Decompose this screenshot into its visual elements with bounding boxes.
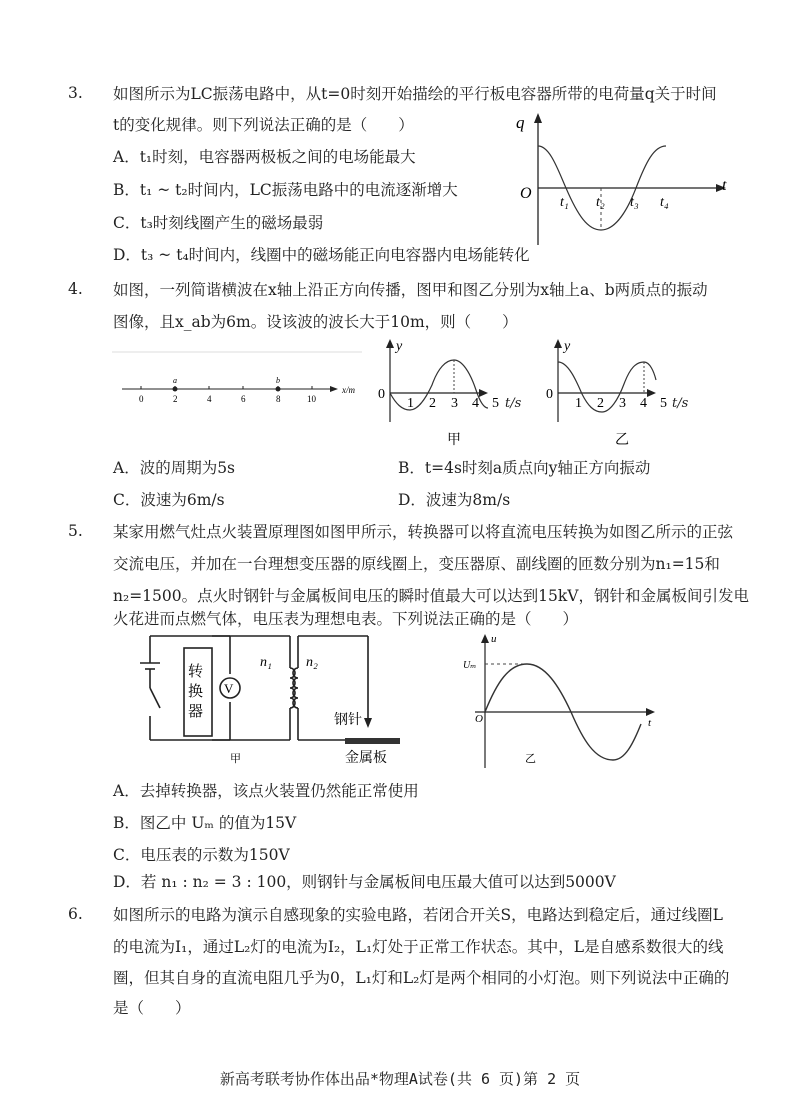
q6-stem-line4: 是（ ） — [113, 999, 191, 1017]
q5-graph-caption: 乙 — [525, 753, 536, 765]
q4-stem-line1: 如图，一列简谐横波在x轴上沿正方向传播，图甲和图乙分别为x轴上a、b两质点的振动 — [113, 281, 708, 299]
q3-tick-t4: t₄ — [660, 195, 669, 210]
q3-tick-t2: t₂ — [596, 195, 605, 210]
q5-converter-char1: 转 — [188, 664, 204, 680]
q4-graph-jia — [372, 332, 512, 452]
q4-point-a: a — [173, 376, 177, 385]
q4-yi-tick-2: 2 — [597, 396, 604, 411]
q4-tick-2: 2 — [173, 394, 178, 404]
q3-option-d: D．t₃ ~ t₄时间内，线圈中的磁场能正向电容器内电场能转化 — [113, 246, 530, 264]
q4-jia-tick-3: 3 — [451, 396, 458, 411]
q3-stem-line1: 如图所示为LC振荡电路中，从t=0时刻开始描绘的平行板电容器所带的电荷量q关于时间 — [113, 85, 717, 103]
q5-stem-line4: 火花进而点燃气体，电压表为理想电表。下列说法正确的是（ ） — [113, 610, 579, 628]
q4-jia-y: y — [396, 339, 403, 354]
q3-y-label: q — [516, 113, 525, 132]
q4-jia-tick-4: 4 — [472, 396, 479, 411]
q5-graph-origin: O — [475, 713, 483, 725]
q4-yi-caption: 乙 — [615, 433, 629, 448]
q4-number: 4. — [68, 280, 83, 298]
q4-graph-yi — [540, 332, 680, 452]
q5-voltage-graph — [455, 628, 665, 778]
q4-tick-0: 0 — [139, 394, 144, 404]
q4-yi-tick-5: 5 — [660, 396, 667, 411]
q4-tick-6: 6 — [241, 394, 246, 404]
q4-jia-tick-1: 1 — [407, 396, 414, 411]
q5-option-d: D．若 n₁ : n₂ = 3 : 100，则钢针与金属板间电压最大值可以达到5000V — [113, 873, 616, 891]
q4-stem-line2: 图像，且x_ab为6m。设该波的波长大于10m，则（ ） — [113, 313, 518, 331]
q3-option-b: B．t₁ ~ t₂时间内，LC振荡电路中的电流逐渐增大 — [113, 181, 458, 199]
q5-voltmeter: V — [224, 681, 234, 696]
q5-stem-line3: n₂=1500。点火时钢针与金属板间电压的瞬时值最大可以达到15kV，钢针和金属板间引发电 — [113, 587, 749, 605]
q5-option-b: B．图乙中 Uₘ 的值为15V — [113, 814, 297, 832]
q5-graph-um: Uₘ — [463, 660, 477, 671]
q5-n2: n₂ — [306, 655, 318, 670]
q3-option-c: C．t₃时刻线圈产生的磁场最弱 — [113, 214, 324, 232]
q5-option-c: C．电压表的示数为150V — [113, 846, 290, 864]
q3-option-a: A．t₁时刻，电容器两极板之间的电场能最大 — [113, 148, 416, 166]
q4-tick-4: 4 — [207, 394, 212, 404]
q4-tick-8: 8 — [276, 394, 281, 404]
q5-graph-y: u — [491, 633, 497, 645]
q4-jia-caption: 甲 — [447, 433, 461, 448]
q4-jia-tick-5: 5 — [492, 396, 499, 411]
q5-needle-label: 钢针 — [334, 713, 362, 728]
q4-axis-label: x/m — [342, 385, 355, 395]
q3-tick-t1: t₁ — [560, 195, 569, 210]
q5-converter-char2: 换 — [188, 684, 204, 700]
q6-stem-line2: 的电流为I₁，通过L₂灯的电流为I₂，L₁灯处于正常工作状态。其中，L是自感系数很大的线 — [113, 938, 724, 956]
q5-converter-char3: 器 — [188, 704, 204, 720]
q5-n1: n₁ — [260, 655, 272, 670]
q4-option-c: C．波速为6m/s — [113, 491, 225, 509]
q5-plate-label: 金属板 — [345, 751, 387, 766]
q4-jia-origin: 0 — [378, 387, 385, 402]
q6-stem-line3: 圈，但其自身的直流电阻几乎为0，L₁灯和L₂灯是两个相同的小灯泡。则下列说法中正确的 — [113, 969, 730, 987]
q3-x-label: t — [722, 177, 727, 194]
q6-number: 6. — [68, 905, 83, 923]
q5-number: 5. — [68, 522, 83, 540]
q3-tick-t3: t₃ — [630, 195, 639, 210]
q4-x-axis-figure — [112, 345, 372, 415]
q3-stem-line2: t的变化规律。则下列说法正确的是（ ） — [113, 116, 414, 134]
q4-yi-y: y — [564, 339, 571, 354]
q5-circuit-diagram — [130, 628, 420, 768]
q4-tick-10: 10 — [307, 394, 316, 404]
q5-option-a: A．去掉转换器，该点火装置仍然能正常使用 — [113, 782, 419, 800]
q4-option-d: D．波速为8m/s — [398, 491, 511, 509]
q5-stem-line1: 某家用燃气灶点火装置原理图如图甲所示，转换器可以将直流电压转换为如图乙所示的正弦 — [113, 523, 734, 541]
q3-number: 3. — [68, 84, 83, 102]
q4-option-b: B．t=4s时刻a质点向y轴正方向振动 — [398, 459, 651, 477]
q6-stem-line1: 如图所示的电路为演示自感现象的实验电路，若闭合开关S，电路达到稳定后，通过线圈L — [113, 906, 723, 924]
q4-jia-unit: t/s — [505, 396, 522, 411]
q4-yi-tick-4: 4 — [640, 396, 647, 411]
page-footer: 新高考联考协作体出品*物理A试卷(共 6 页)第 2 页 — [219, 1070, 581, 1088]
q5-stem-line2: 交流电压，并加在一台理想变压器的原线圈上，变压器原、副线圈的匝数分别为n₁=15和 — [113, 555, 720, 573]
q5-circuit-caption: 甲 — [230, 753, 241, 765]
q4-yi-origin: 0 — [546, 387, 553, 402]
q4-jia-tick-2: 2 — [429, 396, 436, 411]
q5-graph-x: t — [648, 717, 652, 729]
q4-yi-tick-3: 3 — [619, 396, 626, 411]
q4-point-b: b — [276, 376, 280, 385]
q3-origin: O — [520, 185, 532, 202]
q4-yi-tick-1: 1 — [575, 396, 582, 411]
q4-yi-unit: t/s — [672, 396, 689, 411]
q4-option-a: A．波的周期为5s — [113, 459, 236, 477]
q3-charge-time-graph — [510, 110, 735, 250]
